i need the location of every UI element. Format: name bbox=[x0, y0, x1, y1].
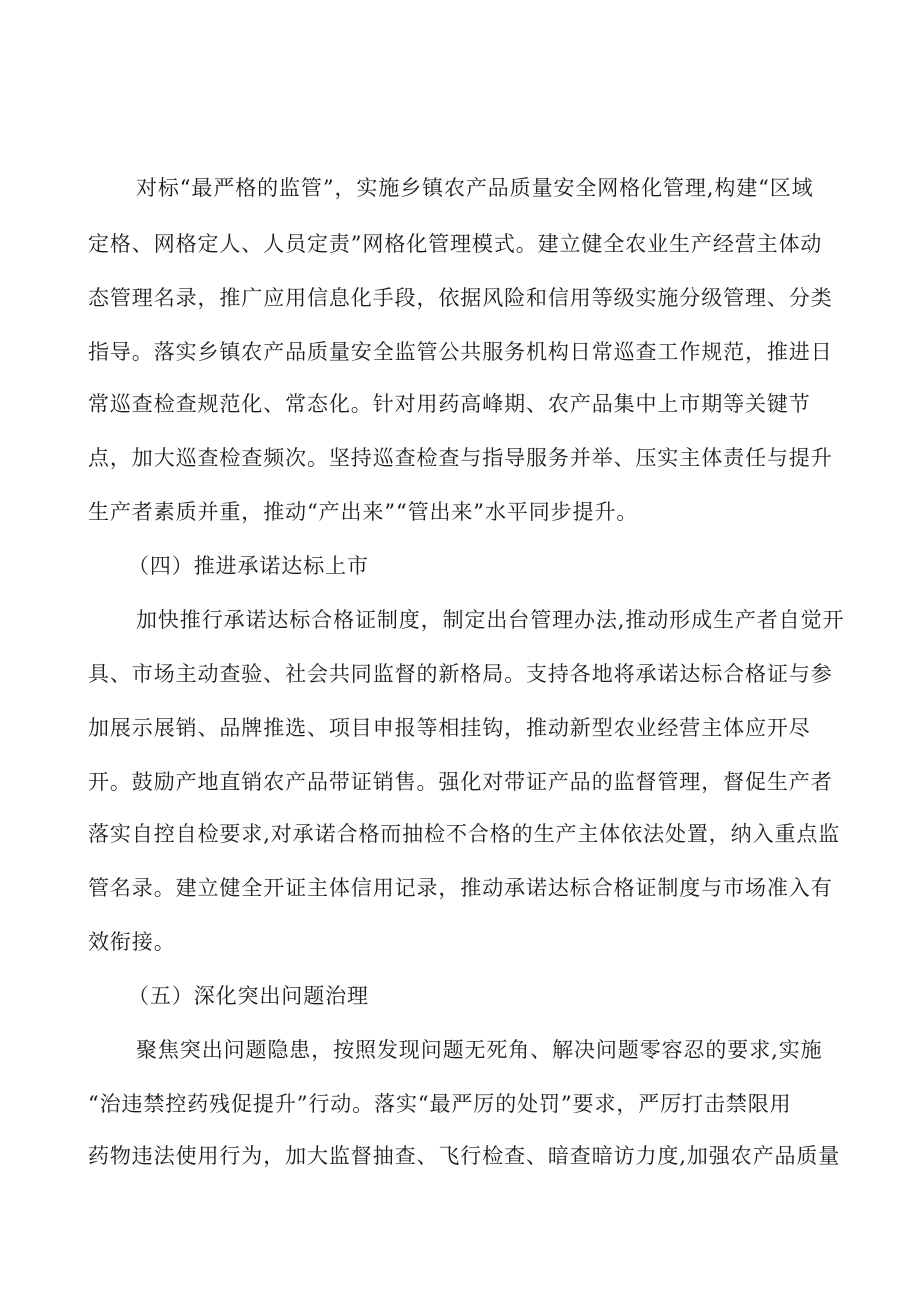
paragraph-1-line-2: 定格、网格定人、人员定责”网格化管理模式。建立健全农业生产经营主体动 bbox=[88, 232, 823, 256]
paragraph-2-line-1: 加快推行承诺达标合格证制度，制定出台管理办法,推动形成生产者自觉开 bbox=[136, 608, 845, 632]
paragraph-3-line-1: 聚焦突出问题隐患，按照发现问题无死角、解决问题零容忍的要求,实施 bbox=[136, 1038, 823, 1062]
paragraph-1-line-3: 态管理名录，推广应用信息化手段，依据风险和信用等级实施分级管理、分类 bbox=[88, 286, 833, 310]
section-heading-4: （四）推进承诺达标上市 bbox=[128, 554, 369, 578]
paragraph-3-line-2: “治违禁控药残促提升”行动。落实“最严厉的处罚”要求，严厉打击禁限用 bbox=[88, 1092, 792, 1116]
paragraph-1-line-4: 指导。落实乡镇农产品质量安全监管公共服务机构日常巡查工作规范，推进日 bbox=[88, 340, 833, 364]
paragraph-2-line-7: 效衔接。 bbox=[88, 930, 176, 954]
paragraph-1-line-5: 常巡查检查规范化、常态化。针对用药高峰期、农产品集中上市期等关键节 bbox=[88, 392, 811, 416]
paragraph-1-line-6: 点，加大巡查检查频次。坚持巡查检查与指导服务并举、压实主体责任与提升 bbox=[88, 446, 833, 470]
paragraph-1-line-1: 对标“最严格的监管”，实施乡镇农产品质量安全网格化管理,构建“区域 bbox=[136, 176, 814, 200]
paragraph-1-line-7: 生产者素质并重，推动“产出来”“管出来”水平同步提升。 bbox=[88, 500, 639, 524]
section-heading-5: （五）深化突出问题治理 bbox=[128, 984, 369, 1008]
paragraph-2-line-5: 落实自控自检要求,对承诺合格而抽检不合格的生产主体依法处置，纳入重点监 bbox=[88, 822, 841, 846]
paragraph-2-line-6: 管名录。建立健全开证主体信用记录，推动承诺达标合格证制度与市场准入有 bbox=[88, 876, 833, 900]
paragraph-2-line-3: 加展示展销、品牌推选、项目申报等相挂钩，推动新型农业经营主体应开尽 bbox=[88, 716, 811, 740]
paragraph-2-line-4: 开。鼓励产地直销农产品带证销售。强化对带证产品的监督管理，督促生产者 bbox=[88, 770, 833, 794]
paragraph-3-line-3: 药物违法使用行为，加大监督抽查、飞行检查、暗查暗访力度,加强农产品质量 bbox=[88, 1144, 841, 1168]
paragraph-2-line-2: 具、市场主动查验、社会共同监督的新格局。支持各地将承诺达标合格证与参 bbox=[88, 662, 833, 686]
